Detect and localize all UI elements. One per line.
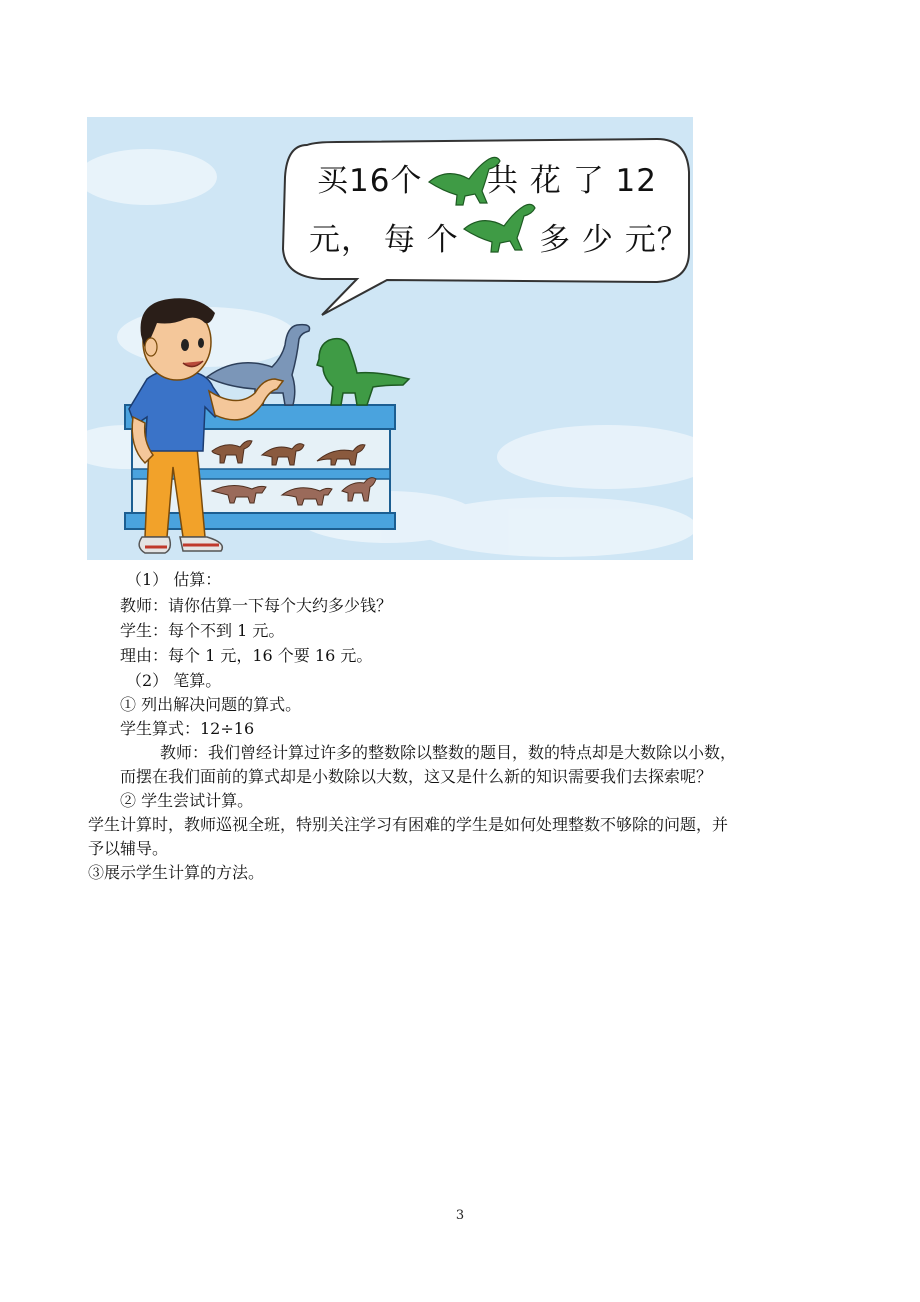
teacher-remark-line2: 而摆在我们面前的算式却是小数除以大数，这又是什么新的知识需要我们去探索呢？ [120,767,713,786]
teacher-remark-line1: 教师：我们曾经计算过许多的整数除以整数的题目，数的特点却是大数除以小数， [160,743,737,762]
paragraph-line2: 予以辅导。 [88,839,169,858]
bubble-line1-end: 共 花 了 12 [487,163,658,199]
list-item-1: ① 列出解决问题的算式。 [120,695,302,714]
list-item-3: ③展示学生计算的方法。 [88,863,265,882]
list-item-2: ② 学生尝试计算。 [120,791,254,810]
student-formula: 学生算式：12÷16 [120,719,255,738]
step1-heading: （1） 估算： [126,570,222,589]
dinosaur-shop-illustration [87,117,693,560]
reason-line: 理由：每个 1 元，16 个要 16 元。 [120,646,373,665]
bubble-line2-start: 元， 每 个 [309,222,459,258]
student-answer: 学生：每个不到 1 元。 [120,621,285,640]
teacher-question: 教师：请你估算一下每个大约多少钱？ [120,596,393,615]
green-dinosaur-figure [317,339,409,405]
bubble-line1-start: 买16个 [317,163,423,199]
step2-heading: （2） 笔算。 [126,671,222,690]
page-number: 3 [455,1208,465,1223]
bubble-line2-end: 多 少 元？ [539,222,689,258]
paragraph-line1: 学生计算时，教师巡视全班，特别关注学习有困难的学生是如何处理整数不够除的问题，并 [88,815,729,834]
